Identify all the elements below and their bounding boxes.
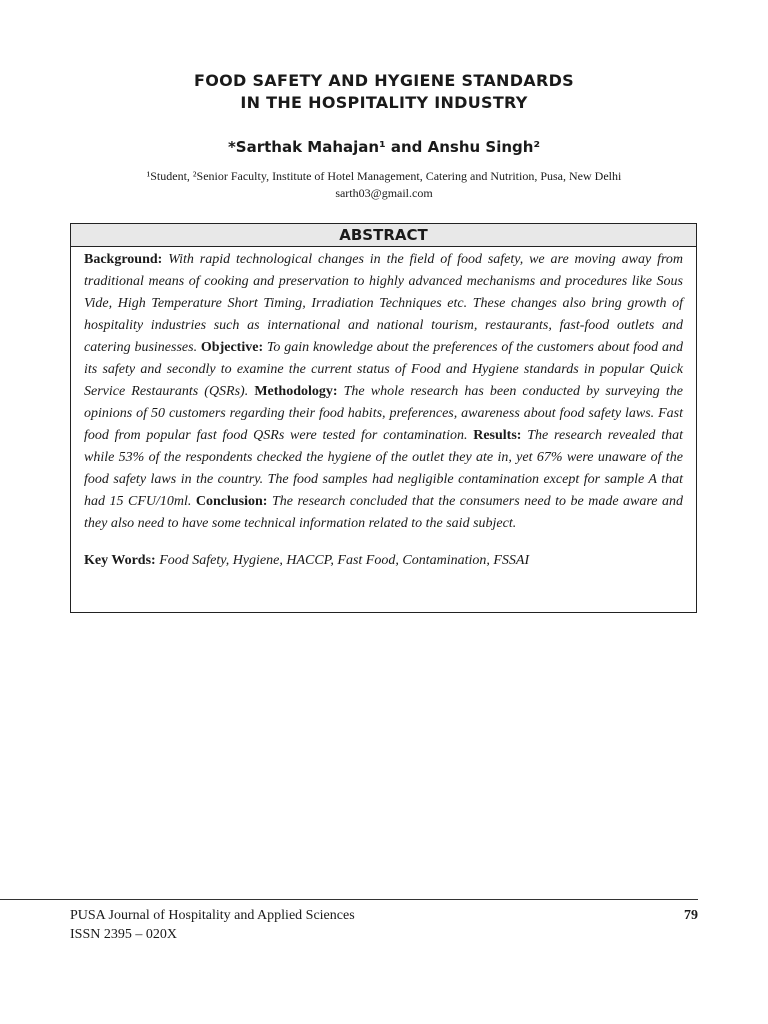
methodology-label: Methodology: [254,384,338,399]
results-label: Results: [473,428,522,443]
keywords-text: Food Safety, Hygiene, HACCP, Fast Food, Contamination, FSSAI [155,553,530,568]
conclusion-text: The research concluded that the consumers need to be made aware and they also need to have some technical information related to the said subject. [84,494,683,531]
journal-info [70,906,355,944]
abstract-heading: ABSTRACT [71,224,696,247]
methodology-text: The whole research has been conducted by surveying the opinions of 50 customers regarding their food habits, preferences, awareness about food safety laws. Fast food from popular fast food QSRs were tested for contamination. [84,384,683,443]
objective-label: Objective: [200,340,264,355]
abstract-body [71,247,696,535]
page-number: 79 [684,908,698,923]
keywords-label: Key Words: [84,553,156,568]
footer-divider [0,899,698,900]
background-label: Background: [84,252,163,267]
affiliation-text: ¹Student, ²Senior Faculty, Institute of Hotel Management, Catering and Nutrition, Pusa, New Delhi [146,169,622,183]
paper-title-line-2: IN THE HOSPITALITY INDUSTRY [240,93,528,112]
author-list: *Sarthak Mahajan¹ and Anshu Singh² [227,138,541,156]
paper-title-line-1: FOOD SAFETY AND HYGIENE STANDARDS [194,71,574,90]
author-email: sarth03@gmail.com [335,186,433,200]
keywords [71,550,696,572]
objective-text: To gain knowledge about the preferences of the customers about food and its safety and secondly to examine the current status of Food and Hygiene standards in popular Quick Service Restaurants (QSRs). [84,340,684,399]
journal-name: PUSA Journal of Hospitality and Applied Sciences [70,908,355,923]
conclusion-label: Conclusion: [195,494,268,509]
affiliation [0,168,768,202]
journal-issn: ISSN 2395 – 020X [70,927,177,942]
background-text: With rapid technological changes in the field of food safety, we are moving away from traditional means of cooking and preservation to highly advanced mechanisms and procedures like Sous Vide, High Temperature Short Timing, Irradiation Techniques etc. These changes also bring growth of hospitality industries such as international and national tourism, restaurants, fast-food outlets and catering businesses. [84,252,683,355]
abstract-box [70,223,697,613]
results-text: The research revealed that while 53% of the respondents checked the hygiene of the outlet they ate in, yet 67% were unaware of the food safety laws in the country. The food samples had negligible contamination except for sample A that had 15 CFU/10ml. [84,428,683,509]
paper-title [0,70,768,114]
